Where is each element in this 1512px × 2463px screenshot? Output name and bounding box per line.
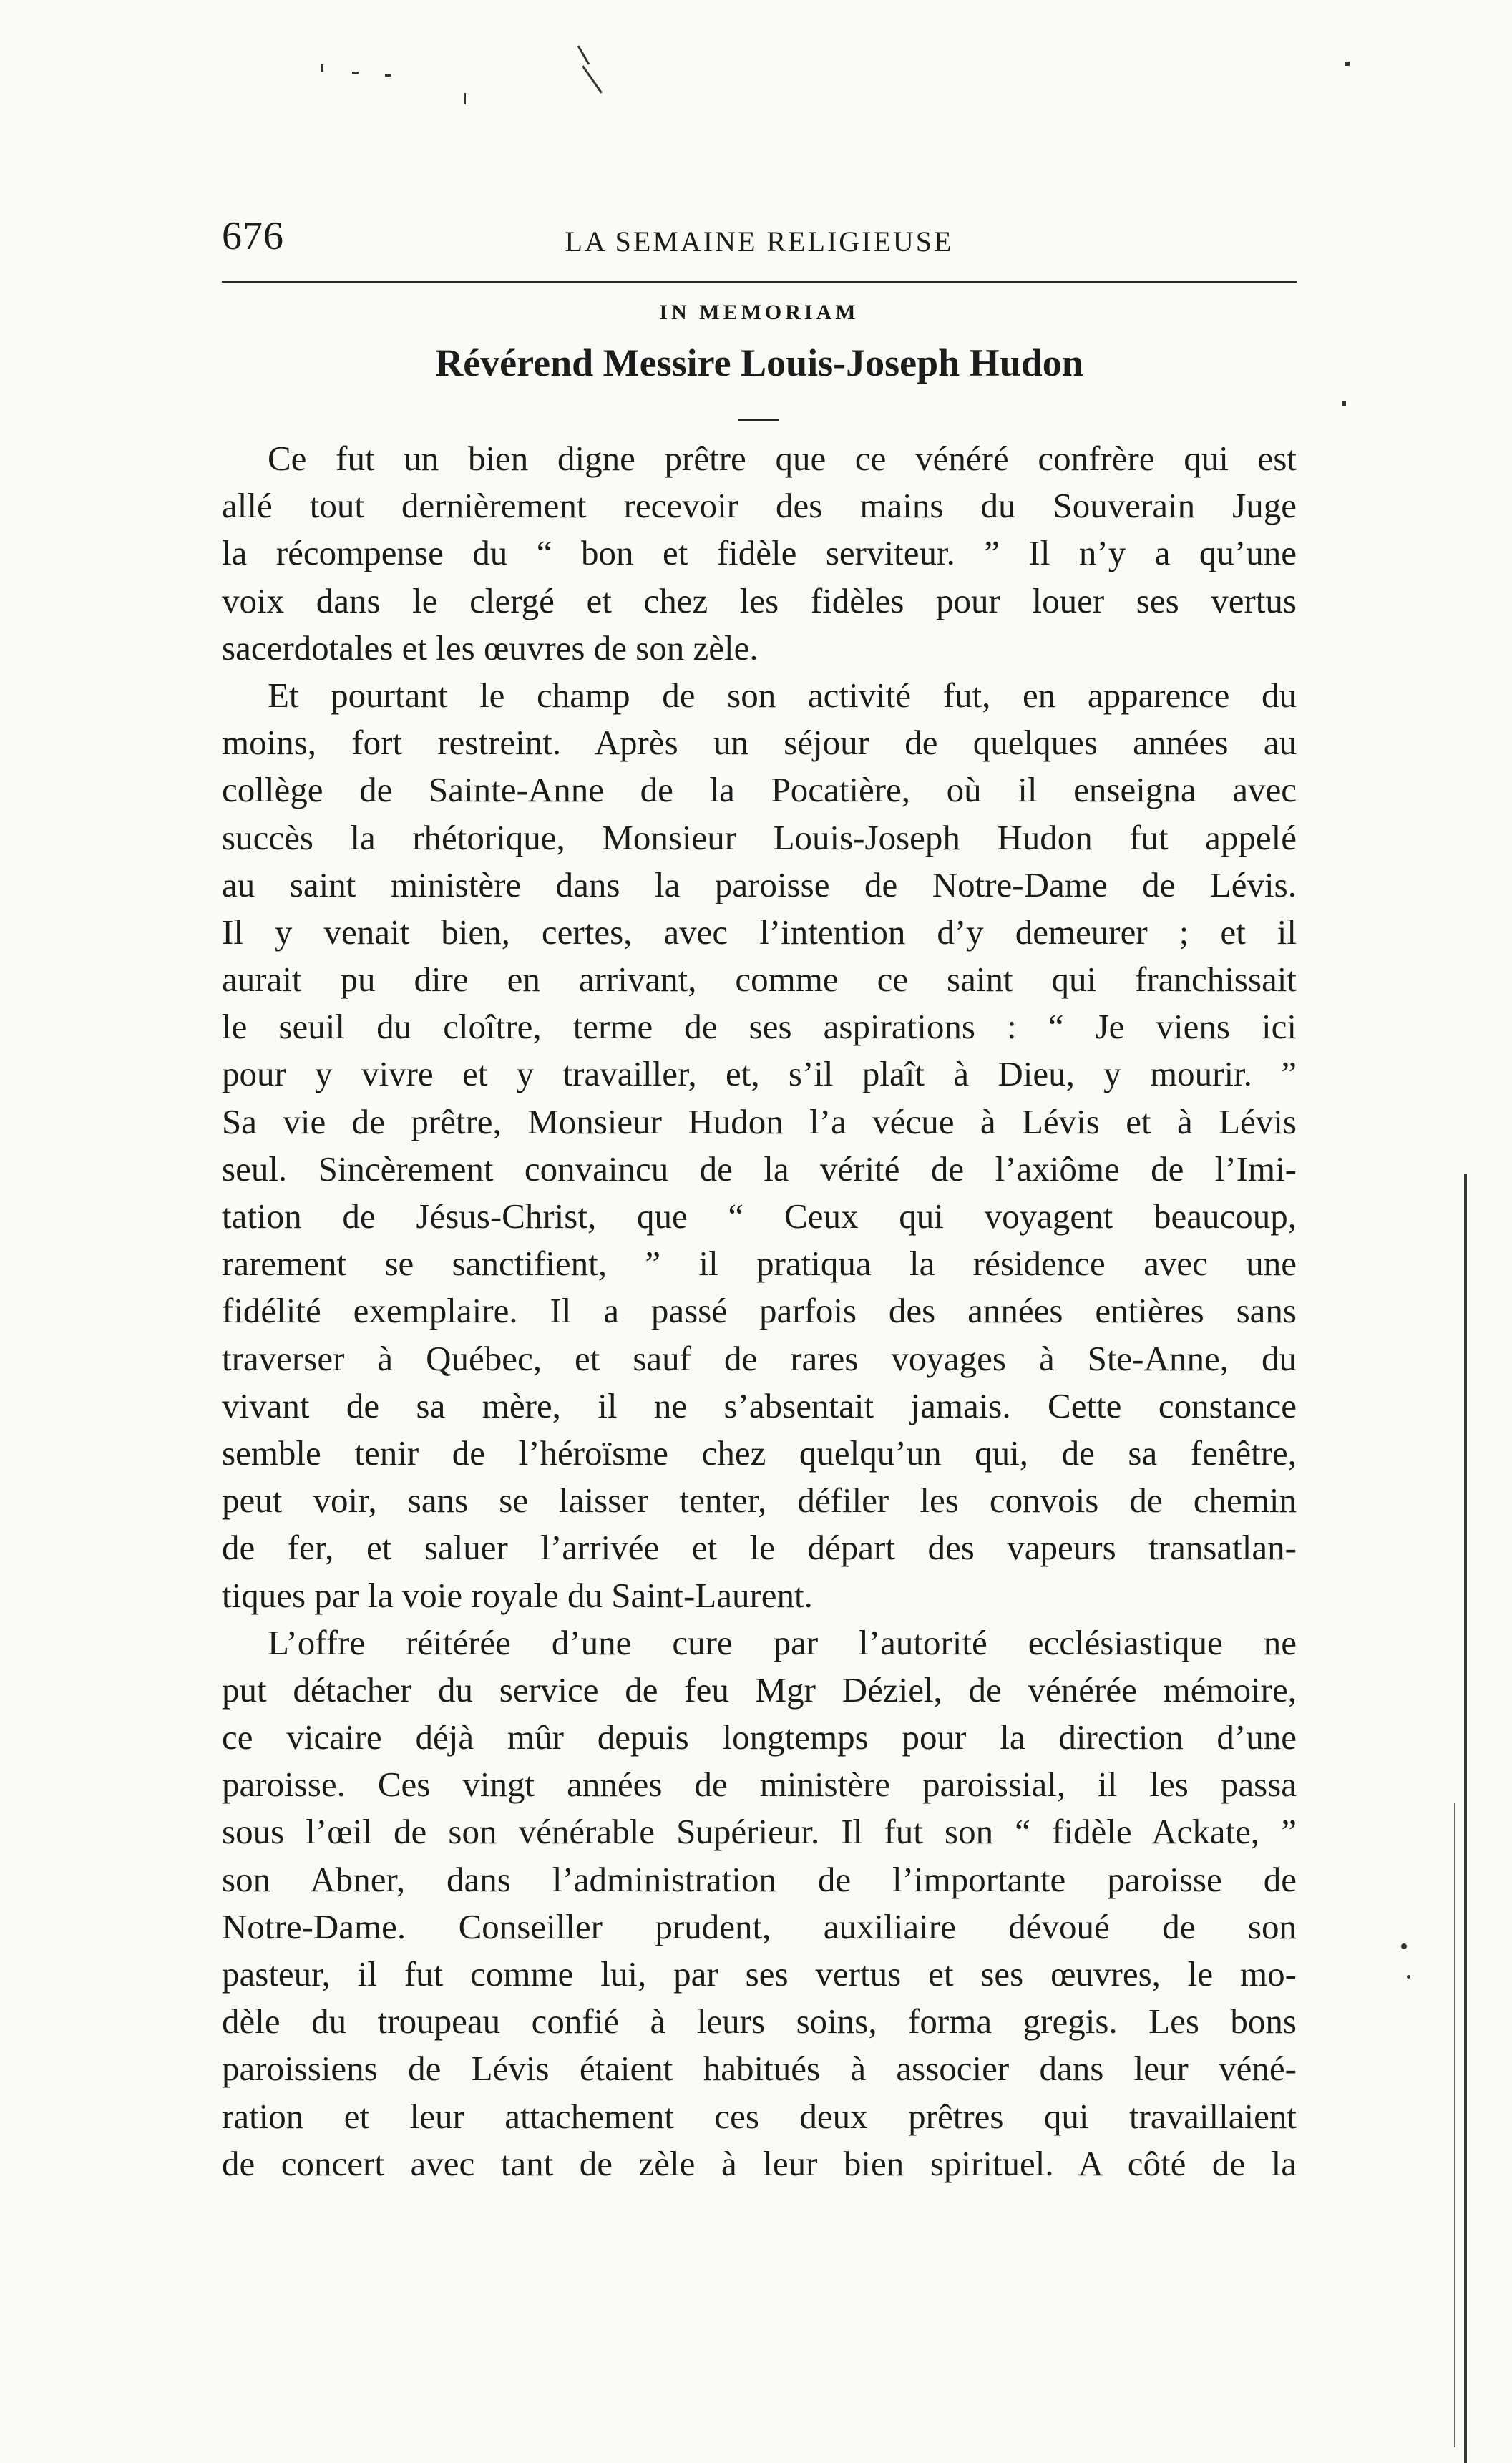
text-line: paroissiens de Lévis étaient habitués à associer dans leur véné-	[222, 2049, 1297, 2089]
text-line: Il y venait bien, certes, avec l’intention d’y demeurer ; et il	[222, 912, 1297, 952]
text-line: peut voir, sans se laisser tenter, défiler les convois de chemin	[222, 1481, 1297, 1521]
binding-edge-line	[1464, 1174, 1467, 2463]
text-line: la récompense du “ bon et fidèle serviteur. ” Il n’y a qu’une	[222, 533, 1297, 573]
text-line: sacerdotales et les œuvres de son zèle.	[222, 628, 759, 668]
text-line: son Abner, dans l’administration de l’importante paroisse de	[222, 1859, 1297, 1899]
text-line: seul. Sincèrement convaincu de la vérité de l’axiôme de l’Imi-	[222, 1148, 1297, 1189]
text-line: paroisse. Ces vingt années de ministère paroissial, il les passa	[222, 1765, 1297, 1805]
header-rule	[222, 281, 1297, 283]
text-line: voix dans le clergé et chez les fidèles pour louer ses vertus	[222, 580, 1297, 620]
text-line: de fer, et saluer l’arrivée et le départ des vapeurs transatlan-	[222, 1528, 1297, 1568]
text-line: traverser à Québec, et sauf de rares voyages à Ste-Anne, du	[222, 1338, 1297, 1378]
text-line: sous l’œil de son vénérable Supérieur. Il fut son “ fidèle Ackate, ”	[222, 1812, 1297, 1852]
text-line: pasteur, il fut comme lui, par ses vertus et ses œuvres, le mo-	[222, 1954, 1297, 1994]
text-line: fidélité exemplaire. Il a passé parfois des années entières sans	[222, 1291, 1297, 1331]
text-line: moins, fort restreint. Après un séjour de quelques années au	[222, 723, 1297, 763]
text-line: ration et leur attachement ces deux prêtres qui travaillaient	[222, 2096, 1297, 2136]
text-line: tiques par la voie royale du Saint-Laurent.	[222, 1575, 813, 1615]
text-line: de concert avec tant de zèle à leur bien spirituel. A côté de la	[222, 2143, 1297, 2183]
text-line: vivant de sa mère, il ne s’absentait jamais. Cette constance	[222, 1385, 1297, 1425]
text-line: le seuil du cloître, terme de ses aspirations : “ Je viens ici	[222, 1007, 1297, 1047]
text-line: tation de Jésus-Christ, que “ Ceux qui voyagent beaucoup,	[222, 1196, 1297, 1236]
page-number: 676	[222, 214, 284, 258]
article-body	[222, 435, 1297, 2188]
text-line: L’offre réitérée d’une cure par l’autorité ecclésiastique ne	[268, 1622, 1297, 1662]
text-line: dèle du troupeau confié à leurs soins, forma gregis. Les bons	[222, 2001, 1297, 2042]
title-separator	[738, 419, 779, 421]
text-line: rarement se sanctifient, ” il pratiqua la résidence avec une	[222, 1244, 1297, 1284]
text-line: put détacher du service de feu Mgr Déziel, de vénérée mémoire,	[222, 1669, 1297, 1710]
text-line: pour y vivre et y travailler, et, s’il plaît à Dieu, y mourir. ”	[222, 1054, 1297, 1094]
text-line: Et pourtant le champ de son activité fut, en apparence du	[268, 675, 1297, 715]
text-line: collège de Sainte-Anne de la Pocatière, où il enseigna avec	[222, 770, 1297, 810]
text-line: Notre-Dame. Conseiller prudent, auxiliaire dévoué de son	[222, 1906, 1297, 1946]
text-line: semble tenir de l’héroïsme chez quelqu’un qui, de sa fenêtre,	[222, 1433, 1297, 1473]
article-title: Révérend Messire Louis-Joseph Hudon	[435, 341, 1083, 384]
page-header	[222, 213, 1297, 270]
text-line: allé tout dernièrement recevoir des mains du Souverain Juge	[222, 486, 1297, 526]
text-line: au saint ministère dans la paroisse de Notre-Dame de Lévis.	[222, 864, 1297, 904]
text-line: Sa vie de prêtre, Monsieur Hudon l’a vécue à Lévis et à Lévis	[222, 1101, 1297, 1141]
section-kicker: IN MEMORIAM	[659, 301, 859, 324]
text-line: succès la rhétorique, Monsieur Louis-Joseph Hudon fut appelé	[222, 817, 1297, 857]
text-line: Ce fut un bien digne prêtre que ce vénéré confrère qui est	[268, 439, 1297, 478]
binding-edge-line	[1454, 1803, 1455, 2447]
running-title: LA SEMAINE RELIGIEUSE	[565, 225, 954, 258]
text-line: ce vicaire déjà mûr depuis longtemps pour la direction d’une	[222, 1717, 1297, 1757]
text-line: aurait pu dire en arrivant, comme ce saint qui franchissait	[222, 960, 1297, 1000]
